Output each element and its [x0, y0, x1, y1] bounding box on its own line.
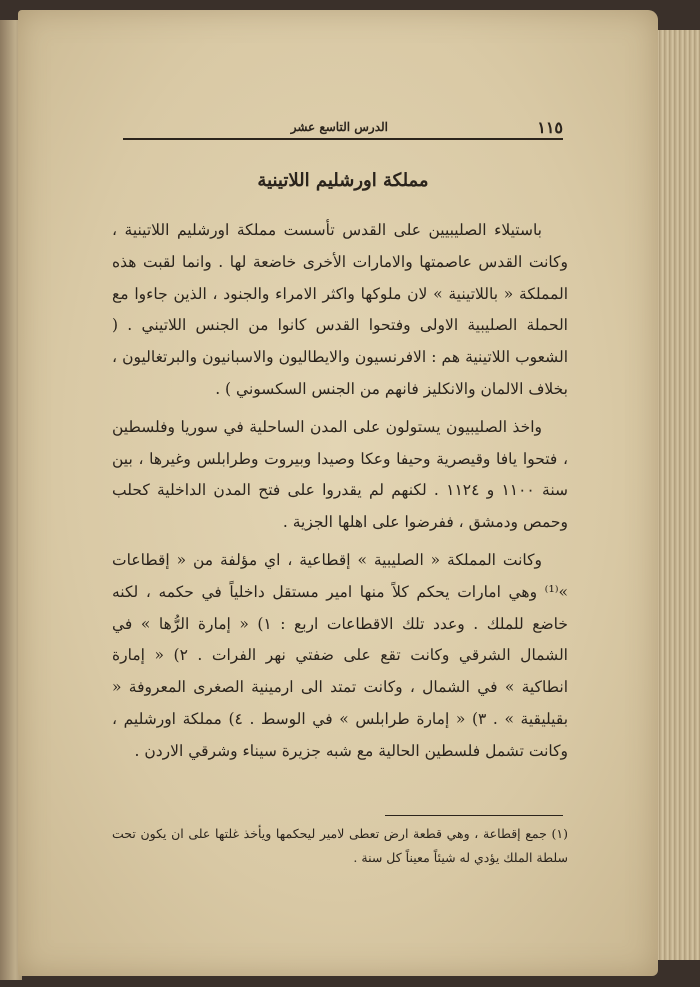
paragraph-3: وكانت المملكة « الصليبية » إقطاعية ، اي مؤلفة من « إقطاعات »⁽¹⁾ وهي امارات يحكم كلاً منها امير مستقل داخلياً في حكمه ، لكنه خاضع للملك . وعدد تلك الاقطاعات اربع : ١) « إمارة الرُّها » في الشمال الشرقي وكانت تقع على ضفتي نهر الفرات . ٢) « إمارة انطاكية » في الشمال ، وكانت تمتد الى ارمينية الصغرى المعروفة « بقيليقية » . ٣) « إمارة طرابلس » في الوسط . ٤) مملكة اورشليم ، وكانت تشمل فلسطين الحالية مع شبه جزيرة سيناء وشرقي الاردن .: [112, 550, 569, 760]
paragraph-2: واخذ الصليبيون يستولون على المدن الساحلية في سوريا وفلسطين ، فتحوا يافا وقيصرية وحيفا وعكا وصيدا وبيروت وطرابلس وغيرها ، بين سنة ١١٠٠ و ١١٢٤ . لكنهم لم يقدروا على فتح المدن الداخلية كحلب وحمص ودمشق ، ففرضوا على اهلها الجزية .: [112, 417, 569, 532]
footnote-rule: [385, 815, 563, 816]
paragraph-1: باستيلاء الصليبيين على القدس تأسست مملكة اورشليم اللاتينية ، وكانت القدس عاصمتها والامارات الأخرى خاضعة لها . وانما لقبت هذه المملكة « باللاتينية » لان ملوكها واكثر الامراء والجنود ، الذين جاءوا مع الحملة الصليبية الاولى وفتحوا القدس كانوا من الجنس اللاتيني . ( الشعوب اللاتينية هم : الافرنسيون والايطاليون والاسبانيون والبرتغاليون ، بخلاف الالمان والانكليز فانهم من الجنس السكسوني ) .: [112, 221, 568, 398]
body-text: [112, 215, 568, 768]
page-number: ١١٥: [537, 118, 563, 137]
section-title: مملكة اورشليم اللاتينية: [257, 170, 429, 191]
header-rule: [123, 138, 563, 140]
running-head: [123, 118, 563, 140]
chapter-title: الدرس التاسع عشر: [290, 120, 388, 134]
page-stack-edges: [655, 30, 700, 960]
footnote: (١) جمع إقطاعة ، وهي قطعة ارض تعطى لامير ليحكمها ويأخذ غلتها على ان يكون تحت سلطة الملك يؤدي له شيئاً معيناً كل سنة .: [112, 826, 568, 865]
